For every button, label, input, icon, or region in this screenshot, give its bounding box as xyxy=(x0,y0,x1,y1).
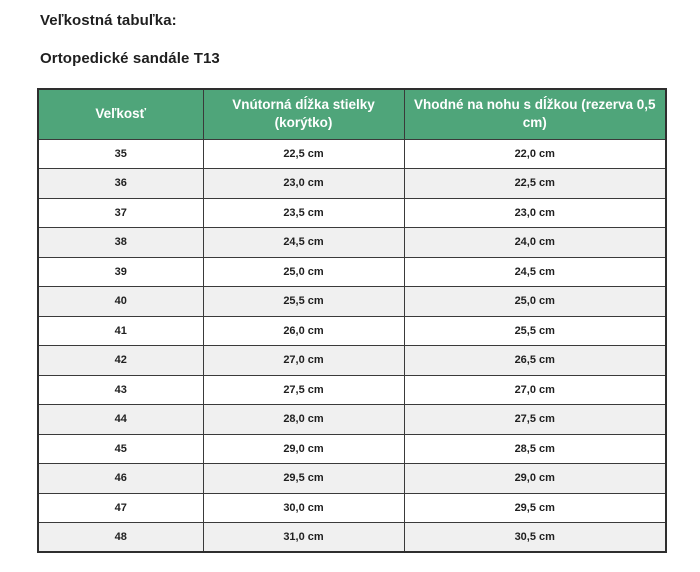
foot_length-cell: 22,5 cm xyxy=(404,169,666,199)
foot_length-cell: 25,5 cm xyxy=(404,316,666,346)
foot_length-cell: 29,0 cm xyxy=(404,464,666,494)
size-cell: 47 xyxy=(38,493,203,523)
size-cell: 38 xyxy=(38,228,203,258)
table-row xyxy=(38,228,666,258)
table-row xyxy=(38,139,666,169)
size-cell: 39 xyxy=(38,257,203,287)
foot_length-cell: 24,5 cm xyxy=(404,257,666,287)
column-header: Vhodné na nohu s dĺžkou (rezerva 0,5 cm) xyxy=(404,89,666,139)
table-row xyxy=(38,434,666,464)
insole_length-cell: 28,0 cm xyxy=(203,405,404,435)
table-row xyxy=(38,464,666,494)
insole_length-cell: 31,0 cm xyxy=(203,523,404,553)
size-table-body xyxy=(38,139,666,552)
column-header: Veľkosť xyxy=(38,89,203,139)
size-cell: 45 xyxy=(38,434,203,464)
foot_length-cell: 24,0 cm xyxy=(404,228,666,258)
foot_length-cell: 29,5 cm xyxy=(404,493,666,523)
size-cell: 41 xyxy=(38,316,203,346)
page-title: Veľkostná tabuľka: xyxy=(40,12,177,29)
insole_length-cell: 29,0 cm xyxy=(203,434,404,464)
size-table-header xyxy=(38,89,666,139)
size-cell: 44 xyxy=(38,405,203,435)
foot_length-cell: 27,5 cm xyxy=(404,405,666,435)
insole_length-cell: 26,0 cm xyxy=(203,316,404,346)
size-cell: 37 xyxy=(38,198,203,228)
size-cell: 36 xyxy=(38,169,203,199)
insole_length-cell: 29,5 cm xyxy=(203,464,404,494)
foot_length-cell: 23,0 cm xyxy=(404,198,666,228)
insole_length-cell: 27,0 cm xyxy=(203,346,404,376)
table-row xyxy=(38,169,666,199)
foot_length-cell: 30,5 cm xyxy=(404,523,666,553)
foot_length-cell: 25,0 cm xyxy=(404,287,666,317)
insole_length-cell: 25,5 cm xyxy=(203,287,404,317)
size-cell: 48 xyxy=(38,523,203,553)
table-row xyxy=(38,346,666,376)
foot_length-cell: 27,0 cm xyxy=(404,375,666,405)
table-row xyxy=(38,405,666,435)
table-row xyxy=(38,493,666,523)
table-row xyxy=(38,316,666,346)
foot_length-cell: 22,0 cm xyxy=(404,139,666,169)
size-cell: 43 xyxy=(38,375,203,405)
table-row xyxy=(38,375,666,405)
page-subtitle: Ortopedické sandále T13 xyxy=(40,50,220,67)
size-cell: 42 xyxy=(38,346,203,376)
insole_length-cell: 24,5 cm xyxy=(203,228,404,258)
size-cell: 35 xyxy=(38,139,203,169)
insole_length-cell: 22,5 cm xyxy=(203,139,404,169)
insole_length-cell: 23,0 cm xyxy=(203,169,404,199)
table-row xyxy=(38,198,666,228)
insole_length-cell: 27,5 cm xyxy=(203,375,404,405)
column-header: Vnútorná dĺžka stielky (korýtko) xyxy=(203,89,404,139)
size-table xyxy=(37,88,667,553)
table-row xyxy=(38,257,666,287)
insole_length-cell: 23,5 cm xyxy=(203,198,404,228)
table-row xyxy=(38,287,666,317)
table-row xyxy=(38,523,666,553)
foot_length-cell: 28,5 cm xyxy=(404,434,666,464)
insole_length-cell: 30,0 cm xyxy=(203,493,404,523)
size-table-header-row xyxy=(38,89,666,139)
size-cell: 40 xyxy=(38,287,203,317)
foot_length-cell: 26,5 cm xyxy=(404,346,666,376)
insole_length-cell: 25,0 cm xyxy=(203,257,404,287)
size-cell: 46 xyxy=(38,464,203,494)
